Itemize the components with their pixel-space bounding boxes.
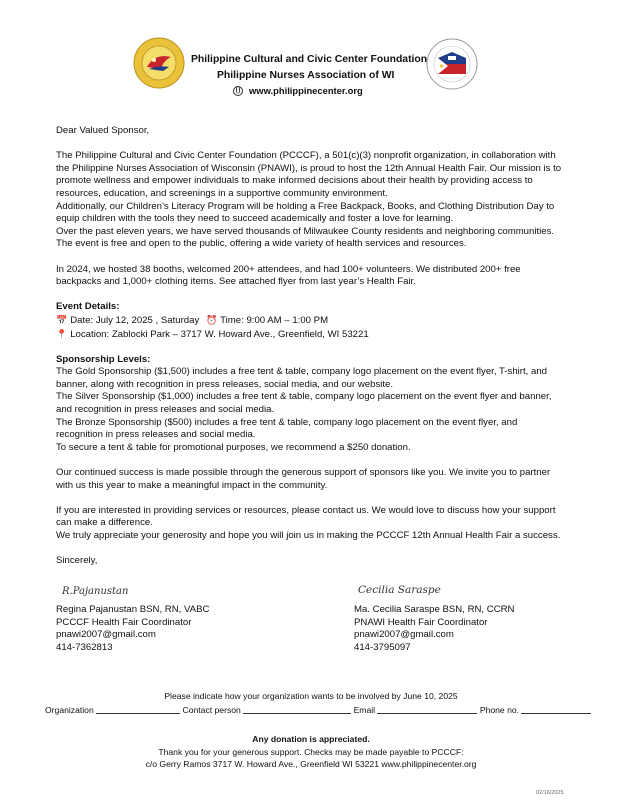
event-date-time [56, 314, 576, 328]
signer-left [56, 590, 209, 654]
location-pin-icon: 📍 [56, 328, 68, 339]
donation-note: Any donation is appreciated. [252, 734, 370, 744]
event-details-heading: Event Details: [56, 301, 120, 313]
organization-field[interactable] [96, 704, 180, 714]
website-link[interactable]: www.philippinecenter.org [249, 85, 363, 96]
letter-body [56, 125, 576, 568]
text-line: The Silver Sponsorship ($1,000) includes a free tent & table, company logo placement on the event flyer and banner, [56, 391, 552, 403]
sponsorship-heading: Sponsorship Levels: [56, 353, 151, 365]
email-label: Email [353, 705, 376, 715]
signature-block [56, 584, 576, 660]
text-line: The Gold Sponsorship ($1,500) includes a free tent & table, company logo placement on the event flyer, T-shirt, and [56, 366, 547, 378]
involvement-form [45, 704, 591, 715]
footer-address: c/o Gerry Ramos 3717 W. Howard Ave., Greenfield WI 53221 www.philippinecenter.org [145, 759, 477, 769]
paragraph-support [56, 467, 576, 492]
contact-person-field[interactable] [243, 704, 351, 714]
signer-email[interactable]: pnawi2007@gmail.com [56, 629, 156, 641]
text-line: backpacks and 1,000+ clothing items. See attached flyer from last year’s Health Fair. [56, 276, 416, 288]
date-stamp: 02/16/2025 [536, 790, 564, 796]
website-line [233, 85, 363, 96]
text-line: If you are interested in providing services or resources, please contact us. We would love to discuss how your support [56, 504, 556, 516]
signature-right: Cecilia Saraspe [358, 584, 441, 596]
phone-field[interactable] [521, 704, 591, 714]
text-line: and recognition in press releases and social media. [56, 404, 275, 416]
text-line: with us this year to make a meaningful impact in the community. [56, 479, 328, 491]
text-line: recognition in press releases and social media. [56, 429, 256, 441]
signer-phone: 414-3795097 [354, 641, 411, 653]
event-location-line [56, 328, 576, 342]
text-line: The Bronze Sponsorship ($500) includes a free tent & table, company logo placement on the event flyer, and [56, 416, 518, 428]
signer-title: PNAWI Health Fair Coordinator [354, 616, 488, 628]
text-line: Over the past eleven years, we have served thousands of Milwaukee County residents and neighboring communities. [56, 225, 555, 237]
organization-label: Organization [45, 705, 94, 715]
signer-email[interactable]: pnawi2007@gmail.com [354, 629, 454, 641]
org-name-primary: Philippine Cultural and Civic Center Foundation [191, 54, 428, 65]
clock-icon: ⏰ [205, 314, 218, 325]
event-time: Time: 9:00 AM – 1:00 PM [220, 314, 329, 326]
footer-thanks: Thank you for your generous support. Checks may be made payable to PCCCF: [158, 747, 464, 757]
event-date: Date: July 12, 2025 , Saturday [70, 314, 200, 326]
phone-label: Phone no. [479, 705, 520, 715]
signature-left: R.Pajanustan [62, 586, 129, 597]
pnawi-logo-icon [426, 38, 478, 90]
signer-name: Ma. Cecilia Saraspe BSN, RN, CCRN [354, 604, 515, 615]
text-line: The event is free and open to the public, offering a wide variety of health services and resources. [56, 238, 467, 250]
signer-title: PCCCF Health Fair Coordinator [56, 616, 192, 628]
text-line: equip children with the tools they need to succeed academically and foster a love for learning. [56, 213, 454, 225]
email-field[interactable] [377, 704, 477, 714]
text-line: Additionally, our Children’s Literacy Program will be holding a Free Backpack, Books, and Clothing Distribution Day to [56, 200, 555, 212]
org-name-secondary: Philippine Nurses Association of WI [217, 70, 395, 81]
greeting: Dear Valued Sponsor, [56, 125, 150, 136]
sponsorship-levels [56, 366, 576, 454]
form-instruction: Please indicate how your organization wants to be involved by June 10, 2025 [164, 691, 458, 701]
event-location: Location: Zablocki Park – 3717 W. Howard Ave., Greenfield, WI 53221 [70, 328, 369, 340]
text-line: banner, along with recognition in press releases, social media, and our website. [56, 378, 394, 390]
text-line: resources, education, and screenings in a supportive community environment. [56, 187, 388, 199]
text-line: the Philippine Nurses Association of Wisconsin (PNAWI), is proud to host the 12th Annual Health Fair. Our mission is to [56, 162, 562, 174]
pcccf-logo-icon [133, 37, 185, 89]
paragraph-contact [56, 505, 576, 543]
text-line: In 2024, we hosted 38 booths, welcomed 200+ attendees, and had 100+ volunteers. We distributed 200+ free [56, 263, 521, 275]
text-line: The Philippine Cultural and Civic Center Foundation (PCCCF), a 501(c)(3) nonprofit organization, in collaboration with [56, 150, 556, 162]
globe-icon [233, 86, 243, 96]
paragraph-intro [56, 150, 576, 251]
calendar-icon: 📅 [56, 314, 68, 325]
text-line: We truly appreciate your generosity and hope you will join us in making the PCCCF 12th Annual Health Fair a success. [56, 530, 561, 541]
text-line: Our continued success is made possible through the generous support of sponsors like you. We invite you to partner [56, 467, 551, 479]
signer-name: Regina Pajanustan BSN, RN, VABC [56, 604, 210, 615]
signer-phone: 414-7362813 [56, 641, 113, 653]
signer-right [354, 590, 514, 654]
closing: Sincerely, [56, 555, 98, 567]
contact-label: Contact person [182, 705, 241, 715]
text-line: To secure a tent & table for promotional purposes, we recommend a $250 donation. [56, 441, 411, 453]
text-line: can make a difference. [56, 517, 153, 529]
text-line: promote wellness and empower individuals to make informed decisions about their health by providing access to [56, 175, 533, 187]
paragraph-2024-stats [56, 264, 576, 289]
